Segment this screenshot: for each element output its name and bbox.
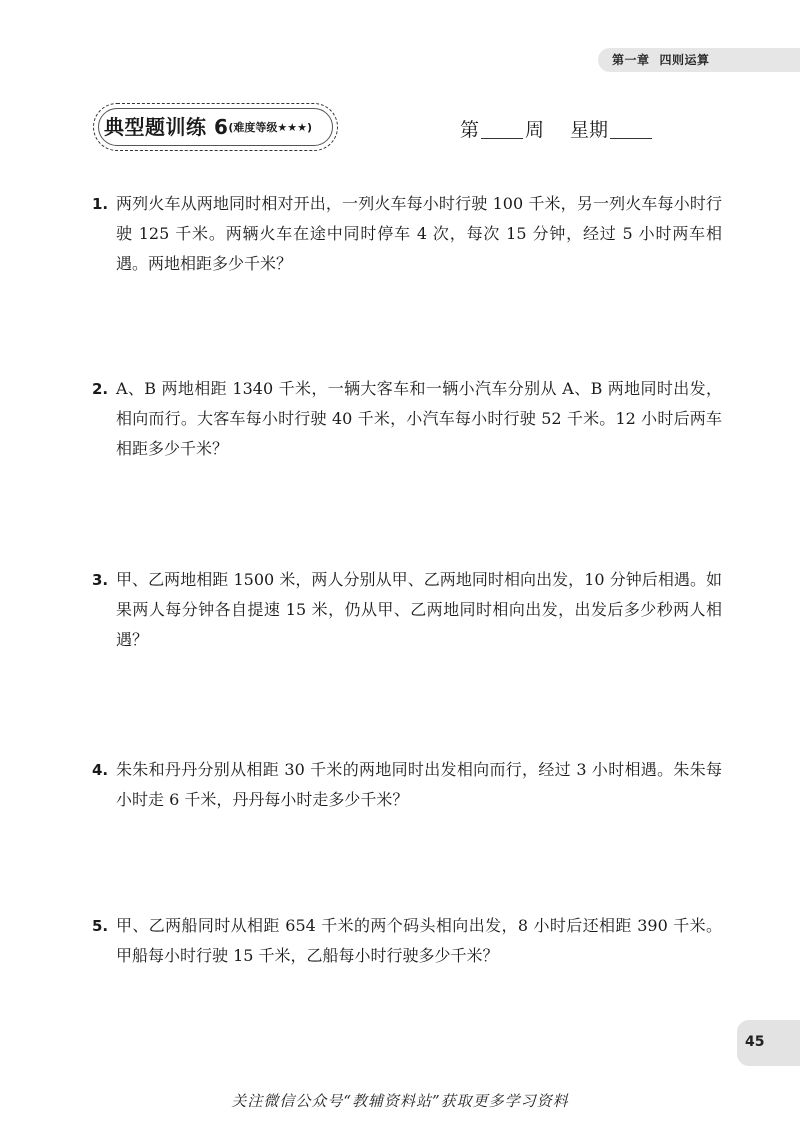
week-blank[interactable] (481, 137, 523, 139)
week-prefix: 第 (460, 119, 480, 141)
weekday-blank[interactable] (610, 137, 652, 139)
weekday-label: 星期 (570, 119, 609, 141)
problem-text: 甲、乙两地相距 1500 米，两人分别从甲、乙两地同时相向出发，10 分钟后相遇。如果两人每分钟各自提速 15 米，仍从甲、乙两地同时相向出发，出发后多少秒两人相遇？ (116, 570, 722, 649)
week-line (460, 115, 652, 142)
problem-number: 3. (92, 571, 109, 589)
problem-3 (92, 565, 722, 655)
problem-number: 5. (92, 917, 109, 935)
problem-text: 两列火车从两地同时相对开出，一列火车每小时行驶 100 千米，另一列火车每小时行驶 125 千米。两辆火车在途中同时停车 4 次，每次 15 分钟，经过 5 小时两车相遇。两地相距多少千米？ (116, 194, 722, 273)
chapter-label: 第一章 (612, 53, 650, 67)
page-number: 45 (745, 1034, 765, 1050)
difficulty-label: (难度等级★★★) (228, 121, 313, 134)
problem-1 (92, 189, 722, 279)
problem-4 (92, 755, 722, 815)
problem-5 (92, 911, 722, 971)
week-label: 周 (525, 119, 545, 141)
problem-text: 甲、乙两船同时从相距 654 千米的两个码头相向出发，8 小时后还相距 390 千米。甲船每小时行驶 15 千米，乙船每小时行驶多少千米？ (116, 916, 722, 965)
title-main: 典型题训练 6 (104, 115, 229, 139)
problem-2 (92, 374, 722, 464)
problem-text: 朱朱和丹丹分别从相距 30 千米的两地同时出发相向而行，经过 3 小时相遇。朱朱每小时走 6 千米，丹丹每小时走多少千米？ (116, 760, 722, 809)
section-label: 四则运算 (659, 53, 710, 67)
problem-number: 1. (92, 195, 109, 213)
footer-note: 关注微信公众号“教辅资料站”获取更多学习资料 (231, 1092, 569, 1110)
exercise-title (104, 111, 312, 140)
problem-number: 4. (92, 761, 109, 779)
chapter-header (612, 51, 710, 68)
problem-text: A、B 两地相距 1340 千米，一辆大客车和一辆小汽车分别从 A、B 两地同时出发，相向而行。大客车每小时行驶 40 千米，小汽车每小时行驶 52 千米。12 小时后两车相距多少千米？ (116, 379, 722, 458)
problem-number: 2. (92, 380, 109, 398)
